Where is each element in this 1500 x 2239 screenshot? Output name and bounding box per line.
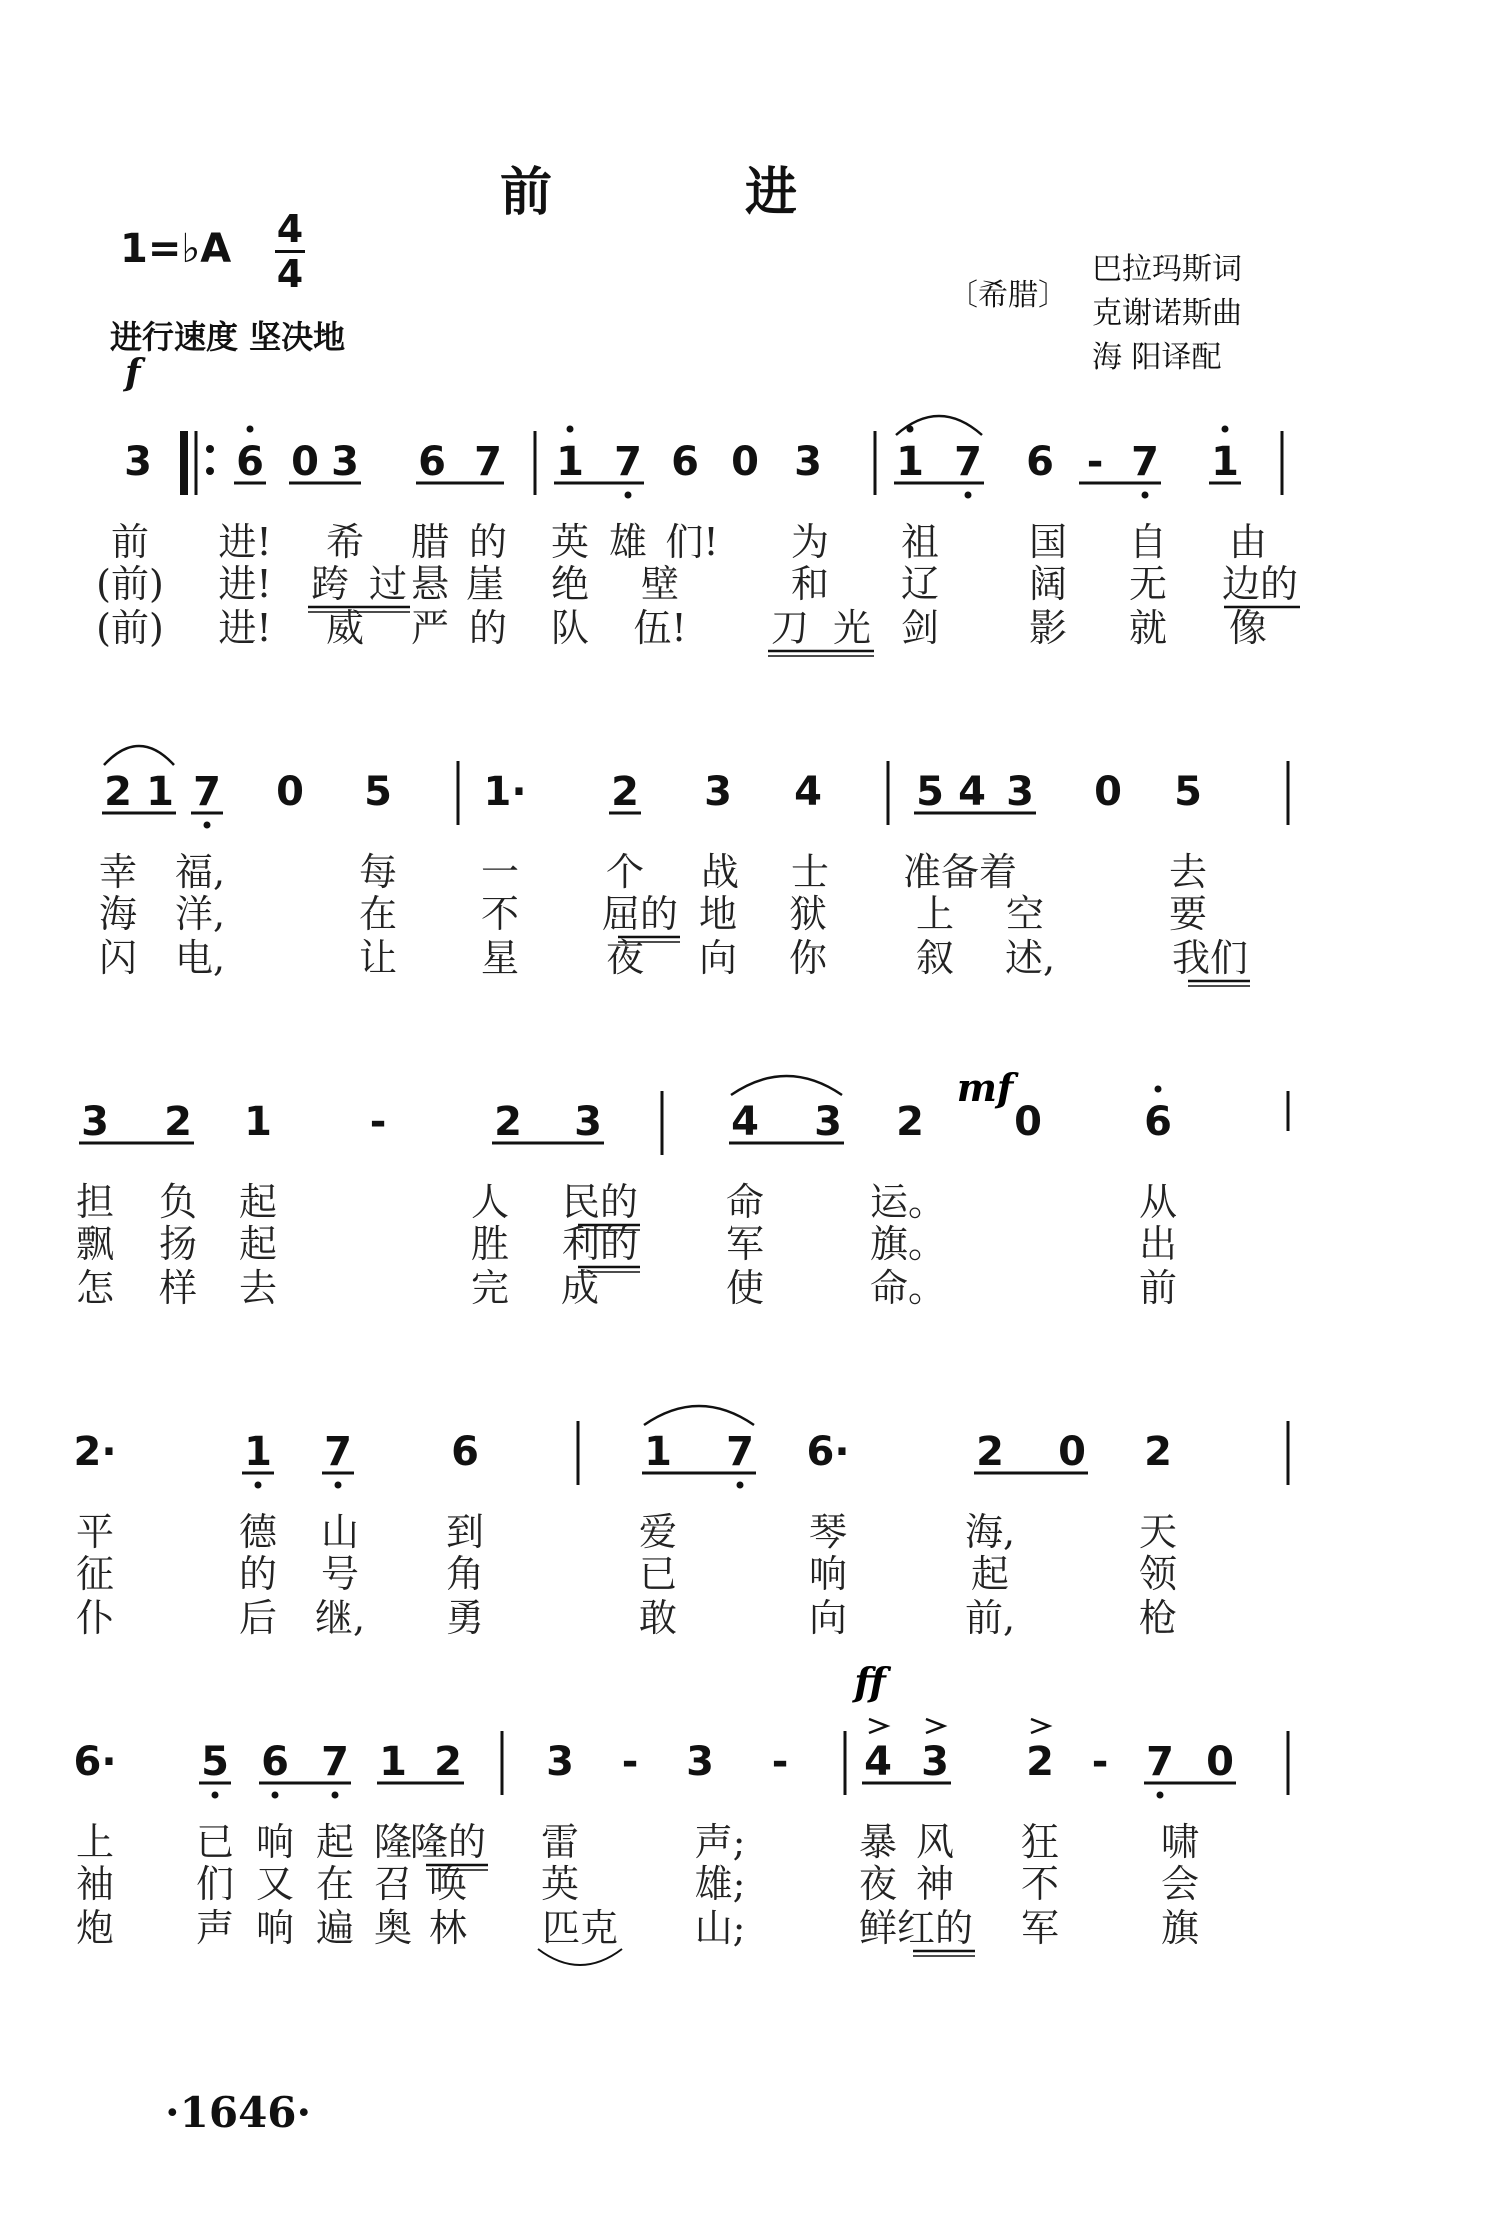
lyric-syllable: 响 [255, 1906, 295, 1950]
lyric-syllable: 绝 [550, 562, 590, 606]
note: 7 [324, 1429, 352, 1475]
composer: 克谢诺斯曲 [1092, 296, 1242, 331]
note: 5 [364, 769, 392, 815]
note: 2 [164, 1099, 192, 1145]
note: 3 [124, 439, 152, 485]
lyric-syllable: 福, [174, 850, 226, 894]
octave-dot [1157, 1792, 1164, 1799]
lyric-syllable: 向 [698, 936, 738, 980]
lyric-syllable: (前) [96, 606, 164, 650]
lyric-syllable: 已 [195, 1820, 235, 1864]
note: 5 [201, 1739, 229, 1785]
lyric-syllable: 会 [1160, 1862, 1200, 1906]
lyric-syllable: 我们 [1171, 936, 1249, 980]
lyric-syllable: 由 [1228, 520, 1268, 564]
lyric-syllable: 前 [110, 520, 150, 564]
note: 2 [104, 769, 132, 815]
note: 0 [291, 439, 319, 485]
note: 2 [896, 1099, 924, 1145]
note: - [1086, 439, 1104, 485]
title-char: 前 [500, 162, 553, 223]
lyric-syllable: 无 [1128, 562, 1168, 606]
lyric-syllable: 声; [694, 1820, 746, 1864]
lyric-syllable: 闪 [98, 936, 138, 980]
note: 7 [1146, 1739, 1174, 1785]
note: 3 [331, 439, 359, 485]
lyric-syllable: 进! [218, 520, 272, 564]
lyric-syllable: 幸 [98, 850, 138, 894]
lyric-syllable: 继, [314, 1596, 366, 1640]
lyric-syllable: 上 [915, 892, 955, 936]
note: 1 [146, 769, 174, 815]
lyric-syllable: 士 [790, 850, 830, 894]
lyric-syllable: 响 [255, 1820, 295, 1864]
lyric-syllable: 袖 [75, 1862, 115, 1906]
lyric-syllable: 使 [725, 1266, 765, 1310]
lyric-syllable: 辽 [900, 562, 940, 606]
lyric-syllable: 征 [75, 1552, 115, 1596]
lyric-syllable: 旗 [1160, 1906, 1200, 1950]
note: 7 [474, 439, 502, 485]
staff-line-1 [0, 405, 1500, 665]
note: 3 [686, 1739, 714, 1785]
lyric-syllable: 腊 [410, 520, 450, 564]
lyric-syllable: 爱 [638, 1510, 678, 1554]
lyric-syllable: 不 [480, 892, 520, 936]
note: 4 [958, 769, 986, 815]
lyric-syllable: 屈的 [601, 892, 679, 936]
slur [731, 1076, 842, 1095]
lyric-syllable: 领 [1138, 1552, 1178, 1596]
lyric-syllable: 洋, [174, 892, 226, 936]
note: 3 [794, 439, 822, 485]
lyric-syllable: 唤 [428, 1862, 468, 1906]
lyric-syllable: 完 [470, 1266, 510, 1310]
note: 3 [546, 1739, 574, 1785]
note: 7 [726, 1429, 754, 1475]
song-title [480, 150, 840, 230]
note: 6 [1144, 1099, 1172, 1145]
lyric-syllable: 天 [1138, 1510, 1178, 1554]
lyric-syllable: 扬 [158, 1222, 198, 1266]
octave-dot [247, 426, 254, 433]
slur [104, 746, 174, 765]
octave-dot [212, 1792, 219, 1799]
note: 1· [483, 769, 527, 815]
octave-dot [272, 1792, 279, 1799]
lyric-syllable: 敢 [638, 1596, 678, 1640]
octave-dot [625, 492, 632, 499]
lyric-syllable: 已 [638, 1552, 678, 1596]
lyric-syllable: 述, [1004, 936, 1056, 980]
lyric-syllable: 人 [470, 1180, 510, 1224]
lyric-syllable: 战 [700, 850, 740, 894]
dynamic-mark: ff [854, 1659, 886, 1704]
lyric-syllable: 在 [358, 892, 398, 936]
repeat-dot [206, 467, 214, 475]
octave-dot [1155, 1086, 1162, 1093]
lyric-syllable: 的 [468, 606, 508, 650]
lyric-syllable: 匹克 [541, 1906, 619, 1950]
lyric-syllable: 起 [238, 1222, 278, 1266]
lyric-syllable: 严 [410, 606, 450, 650]
note: 7 [321, 1739, 349, 1785]
lyric-syllable: 啸 [1160, 1820, 1200, 1864]
slur [644, 1406, 754, 1425]
octave-dot [1142, 492, 1149, 499]
lyric-syllable: 德 [238, 1510, 278, 1554]
lyric-syllable: 一 [480, 850, 520, 894]
lyric-syllable: 雷 [540, 1820, 580, 1864]
lyric-syllable: 后 [238, 1596, 278, 1640]
lyric-syllable: 样 [158, 1266, 198, 1310]
lyric-syllable: 勇 [445, 1596, 485, 1640]
accent-mark [869, 1719, 887, 1733]
note: 0 [1058, 1429, 1086, 1475]
note: 1 [556, 439, 584, 485]
lyric-syllable: 隆的 [409, 1820, 487, 1864]
note: 2 [1026, 1739, 1054, 1785]
time-top: 4 [276, 207, 304, 251]
lyric-syllable: 号 [320, 1552, 360, 1596]
note: 4 [794, 769, 822, 815]
lyric-syllable: 像 [1228, 606, 1268, 650]
note: 0 [1206, 1739, 1234, 1785]
note: 2 [611, 769, 639, 815]
lyric-syllable: 狂 [1020, 1820, 1060, 1864]
lyric-syllable: 英 [540, 1862, 580, 1906]
note: - [621, 1739, 639, 1785]
lyric-syllable: 到 [445, 1510, 485, 1554]
lyric-syllable: 成 [560, 1266, 600, 1310]
lyric-syllable: 雄 [608, 520, 648, 564]
lyric-syllable: 平 [75, 1510, 115, 1554]
lyric-syllable: 影 [1028, 606, 1068, 650]
lyric-syllable: 向 [808, 1596, 848, 1640]
lyric-syllable: 去 [238, 1266, 278, 1310]
lyric-syllable: 威 [325, 606, 365, 650]
note: 0 [731, 439, 759, 485]
lyric-syllable: 运。 [869, 1180, 947, 1224]
lyric-syllable: 每 [358, 850, 398, 894]
lyric-syllable: 空 [1005, 892, 1045, 936]
lyric-syllable: 英 [550, 520, 590, 564]
note: 1 [244, 1429, 272, 1475]
note: 2· [73, 1429, 117, 1475]
lyric-syllable: 要 [1168, 892, 1208, 936]
note: 6· [806, 1429, 850, 1475]
lyric-syllable: 从 [1138, 1180, 1178, 1224]
octave-dot [965, 492, 972, 499]
lyric-syllable: 地 [698, 892, 738, 936]
lyricist: 巴拉玛斯词 [1092, 252, 1242, 287]
lyric-syllable: 在 [315, 1862, 355, 1906]
lyric-syllable: 红的 [896, 1906, 974, 1950]
lyric-syllable: 个 [605, 850, 645, 894]
lyric-syllable: 希 [325, 520, 365, 564]
staff-line-5 [0, 1659, 1500, 1965]
lyric-syllable: 出 [1138, 1222, 1178, 1266]
note: 7 [193, 769, 221, 815]
note: 3 [814, 1099, 842, 1145]
lyric-syllable: 怎 [75, 1266, 115, 1310]
lyric-syllable: 担 [75, 1180, 115, 1224]
key-signature: 1=♭A [120, 226, 232, 272]
lyric-syllable: 电, [174, 936, 226, 980]
repeat-dot [206, 445, 214, 453]
staff-line-3 [0, 1065, 1500, 1325]
lyric-syllable: 们 [195, 1862, 235, 1906]
lyric-syllable: 自 [1128, 520, 1168, 564]
lyric-syllable: 光 [832, 606, 872, 650]
repeat-barline [180, 431, 188, 495]
lyric-syllable: 进! [218, 606, 272, 650]
note: 2 [976, 1429, 1004, 1475]
lyric-syllable: 和 [790, 562, 830, 606]
credits [1092, 248, 1242, 380]
note: 1 [379, 1739, 407, 1785]
note: 2 [494, 1099, 522, 1145]
note: 6 [236, 439, 264, 485]
note: 1 [244, 1099, 272, 1145]
lyric-syllable: 上 [75, 1820, 115, 1864]
lyric-syllable: 胜 [470, 1222, 510, 1266]
note: 3 [1006, 769, 1034, 815]
time-signature [270, 207, 310, 296]
note: 2 [1144, 1429, 1172, 1475]
accent-mark [1031, 1719, 1049, 1733]
lyric-syllable: 祖 [900, 520, 940, 564]
note: - [1091, 1739, 1109, 1785]
lyric-syllable: 海 [98, 892, 138, 936]
lyric-syllable: 的 [468, 520, 508, 564]
lyric-syllable: 前 [1138, 1266, 1178, 1310]
lyric-syllable: 风 [915, 1820, 955, 1864]
lyric-syllable: 伍! [633, 606, 687, 650]
time-bottom: 4 [276, 252, 304, 296]
octave-dot [255, 1482, 262, 1489]
lyric-syllable: 起 [238, 1180, 278, 1224]
lyric-syllable: (前) [96, 562, 164, 606]
octave-dot [204, 822, 211, 829]
note: - [369, 1099, 387, 1145]
note: 0 [1014, 1099, 1042, 1145]
note: 4 [731, 1099, 759, 1145]
note: 4 [864, 1739, 892, 1785]
lyric-syllable: 召 [373, 1862, 413, 1906]
lyric-syllable: 过 [368, 562, 408, 606]
note: 3 [704, 769, 732, 815]
lyric-syllable: 遍 [315, 1906, 355, 1950]
lyric-syllable: 奥 [373, 1906, 413, 1950]
dynamic-forte: f [125, 352, 141, 394]
lyric-syllable: 旗。 [869, 1222, 947, 1266]
note: 3 [81, 1099, 109, 1145]
note: - [771, 1739, 789, 1785]
note: 7 [954, 439, 982, 485]
lyric-syllable: 夜 [605, 936, 645, 980]
lyric-syllable: 军 [725, 1222, 765, 1266]
lyric-syllable: 星 [480, 936, 520, 980]
note: 6 [1026, 439, 1054, 485]
octave-dot [335, 1482, 342, 1489]
lyric-syllable: 不 [1020, 1862, 1060, 1906]
note: 0 [276, 769, 304, 815]
octave-dot [332, 1792, 339, 1799]
accent-mark [926, 1719, 944, 1733]
lyric-syllable: 暴 [858, 1820, 898, 1864]
page-number: ·1646· [165, 2088, 312, 2137]
lyric-syllable: 壁 [640, 562, 680, 606]
lyric-syllable: 山 [320, 1510, 360, 1554]
lyric-syllable: 命 [725, 1180, 765, 1224]
note: 5 [916, 769, 944, 815]
octave-dot [737, 1482, 744, 1489]
lyric-syllable: 去 [1168, 850, 1208, 894]
lyric-syllable: 起 [970, 1552, 1010, 1596]
staff-line-4 [0, 1395, 1500, 1655]
lyric-syllable: 军 [1020, 1906, 1060, 1950]
lyric-syllable: 就 [1128, 606, 1168, 650]
lyric-syllable: 悬 [410, 562, 450, 606]
note: 6 [671, 439, 699, 485]
translator: 海 阳译配 [1092, 340, 1222, 375]
lyric-syllable: 飘 [75, 1222, 115, 1266]
tempo-marking: 进行速度 坚决地 [110, 318, 346, 356]
note: 0 [1094, 769, 1122, 815]
note: 3 [921, 1739, 949, 1785]
lyric-syllable: 海, [964, 1510, 1016, 1554]
lyric-syllable: 跨 [310, 562, 350, 606]
lyric-syllable: 剑 [900, 606, 940, 650]
lyric-syllable: 国 [1028, 520, 1068, 564]
note: 5 [1174, 769, 1202, 815]
lyric-syllable: 林 [428, 1906, 468, 1950]
lyric-syllable: 利的 [561, 1222, 639, 1266]
lyric-syllable: 崖 [465, 562, 505, 606]
lyric-tie [538, 1949, 622, 1965]
note: 3 [574, 1099, 602, 1145]
lyric-syllable: 边的 [1221, 562, 1299, 606]
note: 1 [896, 439, 924, 485]
lyric-syllable: 的 [238, 1552, 278, 1596]
note: 1 [644, 1429, 672, 1475]
dynamic-mark: mf [956, 1065, 1014, 1110]
lyric-syllable: 狱 [788, 892, 828, 936]
title-char: 进 [745, 162, 798, 223]
lyric-syllable: 负 [158, 1180, 198, 1224]
lyric-syllable: 响 [808, 1552, 848, 1596]
lyric-syllable: 让 [358, 936, 398, 980]
lyric-syllable: 夜 [858, 1862, 898, 1906]
lyric-syllable: 命。 [869, 1266, 947, 1310]
lyric-syllable: 神 [915, 1862, 955, 1906]
note: 2 [434, 1739, 462, 1785]
lyric-syllable: 枪 [1138, 1596, 1178, 1640]
lyric-syllable: 角 [445, 1552, 485, 1596]
note: 6 [261, 1739, 289, 1785]
note: 1 [1211, 439, 1239, 485]
lyric-syllable: 仆 [75, 1596, 115, 1640]
lyric-syllable: 起 [315, 1820, 355, 1864]
lyric-syllable: 进! [218, 562, 272, 606]
lyric-syllable: 前, [964, 1596, 1016, 1640]
note: 6 [451, 1429, 479, 1475]
lyric-syllable: 阔 [1028, 562, 1068, 606]
staff-line-2 [0, 735, 1500, 995]
note: 6· [73, 1739, 117, 1785]
note: 7 [1131, 439, 1159, 485]
lyric-syllable: 炮 [75, 1906, 115, 1950]
octave-dot [567, 426, 574, 433]
note: 6 [418, 439, 446, 485]
lyric-syllable: 鲜 [858, 1906, 898, 1950]
lyric-syllable: 琴 [808, 1510, 848, 1554]
lyric-syllable: 刀 [770, 606, 810, 650]
lyric-syllable: 准备着 [902, 850, 1018, 894]
lyric-syllable: 雄; [694, 1862, 746, 1906]
lyric-syllable: 叙 [915, 936, 955, 980]
lyric-syllable: 们! [665, 520, 719, 564]
lyric-syllable: 民的 [561, 1180, 639, 1224]
lyric-syllable: 声 [195, 1906, 235, 1950]
octave-dot [1222, 426, 1229, 433]
lyric-syllable: 你 [788, 936, 828, 980]
origin-label: 〔希腊〕 [948, 278, 1068, 313]
lyric-syllable: 隆 [373, 1820, 413, 1864]
note: 7 [614, 439, 642, 485]
lyric-syllable: 山; [694, 1906, 746, 1950]
lyric-syllable: 为 [790, 520, 830, 564]
lyric-syllable: 又 [255, 1862, 295, 1906]
lyric-syllable: 队 [550, 606, 590, 650]
